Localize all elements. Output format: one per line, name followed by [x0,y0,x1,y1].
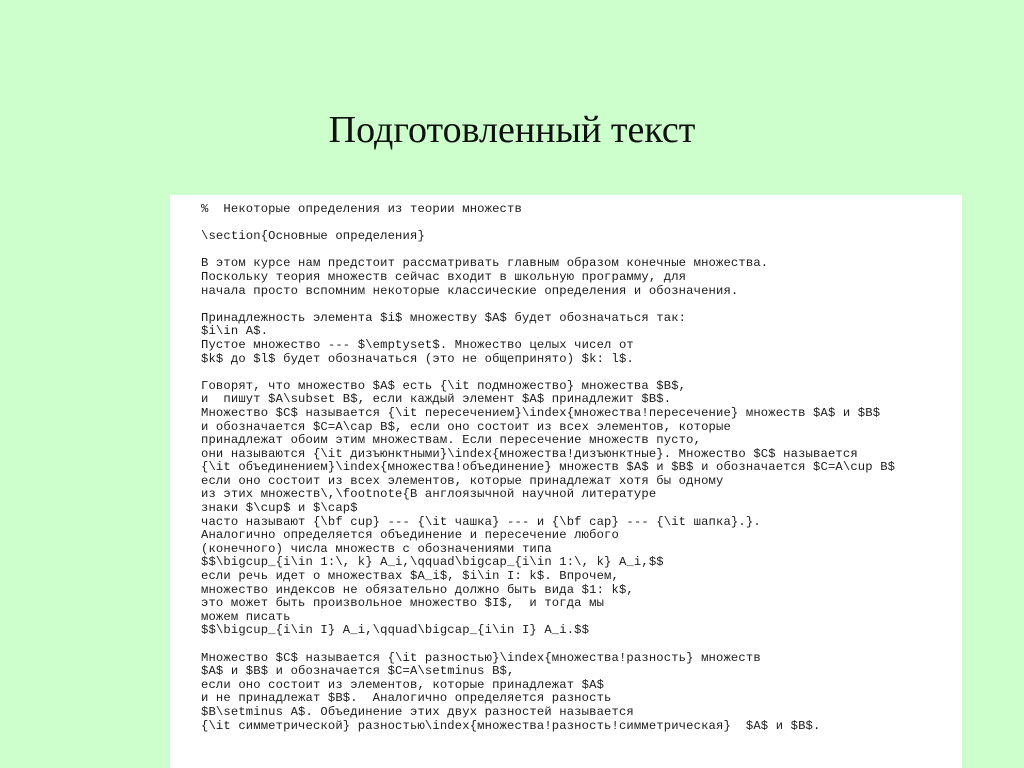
document-line [201,638,895,652]
document-line: и обозначается $C=A\cap B$, если оно состоит из всех элементов, которые [201,419,731,434]
document-line: и пишут $A\subset B$, если каждый элемент $A$ принадлежит $B$. [201,392,672,407]
document-line: из этих множеств\,\footnote{В англоязычной научной литературе [201,487,657,502]
document-line: {\it симметрической} разностью\index{множества!разность!симметрическая} $A$ и $B$. [201,718,821,733]
scanned-document [170,195,962,768]
document-line: принадлежат обоим этим множествам. Если пересечение множеств пусто, [201,433,702,448]
slide-title: Подготовленный текст [328,109,696,151]
document-line: (конечного) числа множеств с обозначениями типа [201,541,552,556]
document-text [201,203,895,733]
document-line: Множество $C$ называется {\it пересечением}\index{множества!пересечение} множеств $A$ и $B$ [201,405,881,420]
document-line: Принадлежность элемента $i$ множеству $A$ будет обозначаться так: [201,310,687,325]
document-line: Пустое множество --- $\emptyset$. Множество целых чисел от [201,337,634,352]
document-line: если речь идет о множествах $A_i$, $i\in I: k$. Впрочем, [201,569,619,584]
document-line: множество индексов не обязательно должно быть вида $1: k$, [201,582,634,597]
document-line: $i\in A$. [201,324,269,339]
document-line [201,244,895,258]
document-line: Говорят, что множество $A$ есть {\it подмножество} множества $B$, [201,378,687,393]
document-line: % Некоторые определения из теории множеств [201,202,522,216]
document-line: они называются {\it дизъюнктными}\index{множества!дизъюнктные}. Множество $C$ называется [201,446,858,461]
document-line: Аналогично определяется объединение и пересечение любого [201,528,619,543]
document-line: и не принадлежат $B$. Аналогично определяется разность [201,691,612,706]
document-line: Поскольку теория множеств сейчас входит в школьную программу, для [201,269,687,284]
document-line: часто называют {\bf cup} --- {\it чашка} --- и {\bf cap} --- {\it шапка}.}. [201,514,761,529]
document-line: $A$ и $B$ и обозначается $C=A\setminus B$, [201,664,515,679]
document-line: $$\bigcup_{i\in I} A_i,\qquad\bigcap_{i\in I} A_i.$$ [201,623,590,638]
document-line: это может быть произвольное множество $I$, и тогда мы [201,596,605,611]
document-line [201,298,895,312]
document-line: \section{Основные определения} [201,229,425,244]
document-line: если оно состоит из элементов, которые принадлежат $A$ [201,677,605,692]
document-line: знаки $\cup$ и $\cap$ [201,501,358,516]
document-line: $B\setminus A$. Объединение этих двух разностей называется [201,704,634,719]
document-line: {\it объединением}\index{множества!объединение} множеств $A$ и $B$ и обозначается $C=A\cup B$ [201,460,896,475]
document-line: $k$ до $l$ будет обозначаться (это не общепринято) $k: l$. [201,351,634,366]
document-line: начала просто вспомним некоторые классические определения и обозначения. [201,283,739,298]
document-line: $$\bigcup_{i\in 1:\, k} A_i,\qquad\bigcap_{i\in 1:\, k} A_i,$$ [201,555,664,570]
document-line [201,217,895,231]
document-line: В этом курсе нам предстоит рассматривать главным образом конечные множества. [201,256,769,271]
document-line: Множество $C$ называется {\it разностью}\index{множества!разность} множеств [201,650,761,665]
document-line [201,366,895,380]
document-line: можем писать [201,609,291,624]
document-line: если оно состоит из всех элементов, которые принадлежат хотя бы одному [201,473,724,488]
